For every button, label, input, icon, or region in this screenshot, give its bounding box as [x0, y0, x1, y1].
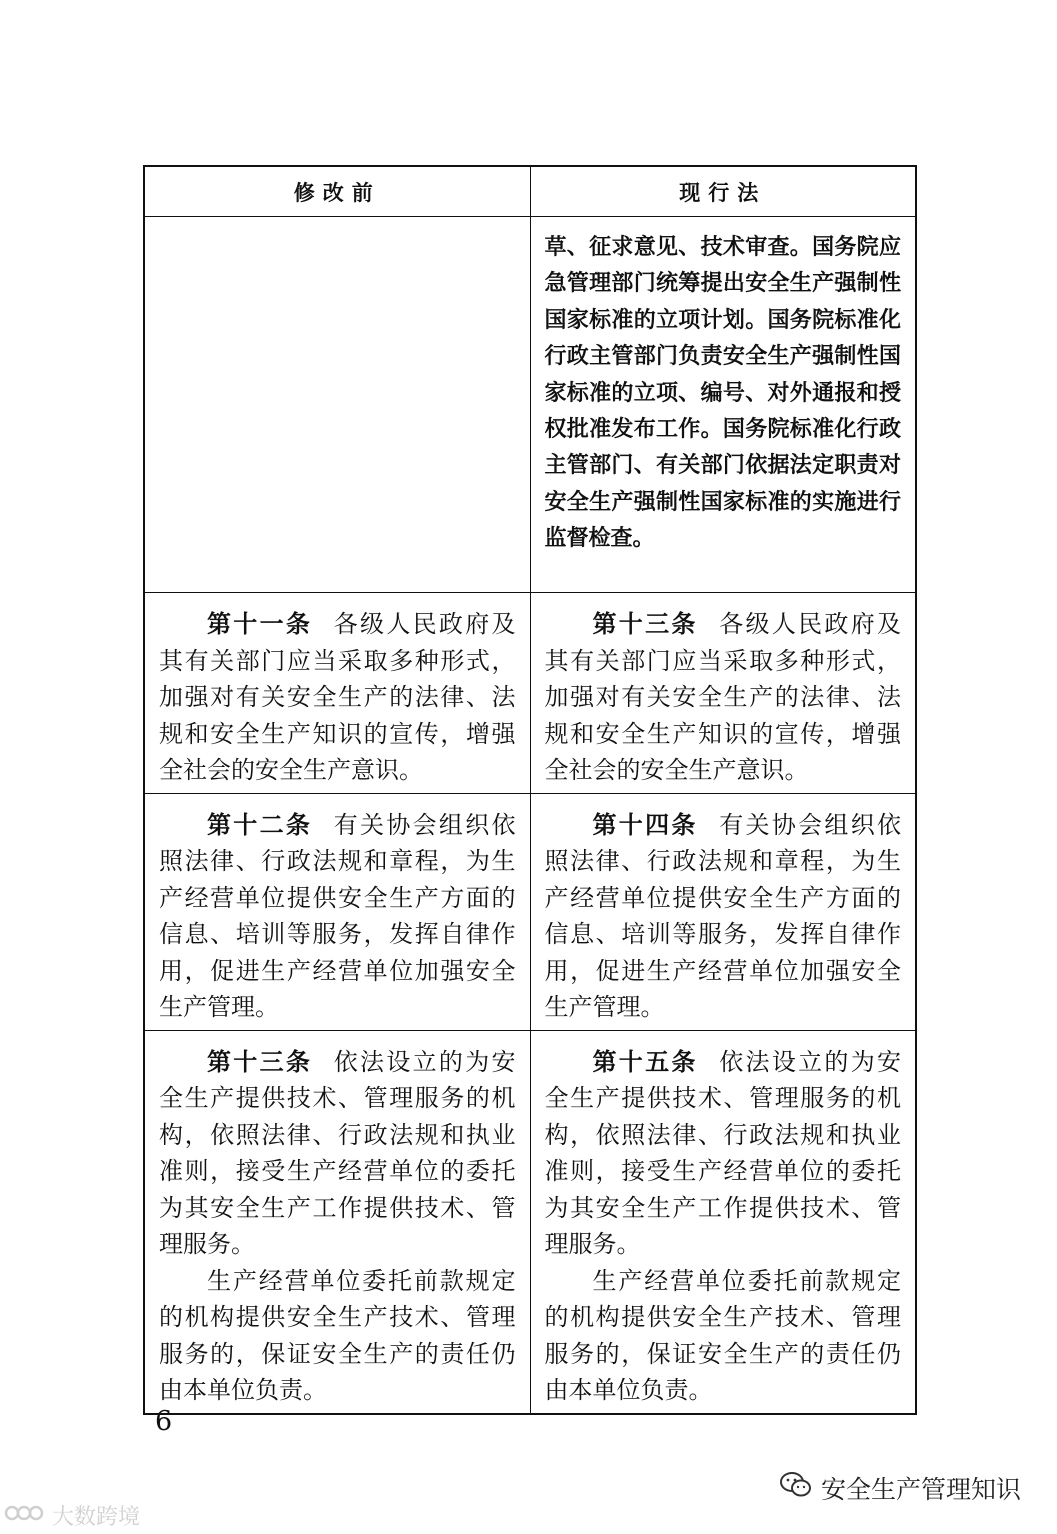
article-text: 有关协会组织依照法律、行政法规和章程，为生产经营单位提供安全生产方面的信息、培训等服务，发挥自律作用，促进生产经营单位加强安全生产管理。 — [544, 810, 902, 1021]
cell-before — [144, 1030, 530, 1414]
page-number: 6 — [155, 1406, 173, 1437]
cell-current — [530, 593, 916, 794]
header-current: 现行法 — [530, 166, 916, 217]
cell-before-empty — [144, 217, 530, 593]
paragraph — [159, 807, 516, 1026]
paragraph — [545, 606, 902, 789]
article-number: 第十四条 — [592, 810, 698, 839]
article-number: 第十三条 — [207, 1047, 313, 1076]
cell-before — [144, 793, 530, 1030]
watermark-account-name: 安全生产管理知识 — [820, 1475, 1021, 1504]
cell-current — [530, 1030, 916, 1414]
paragraph — [159, 1044, 516, 1263]
brand-logo-icon — [4, 1501, 48, 1531]
article-text: 依法设立的为安全生产提供技术、管理服务的机构，依照法律、行政法规和执业准则，接受生产经营单位的委托为其安全生产工作提供技术、管理服务。 — [544, 1047, 902, 1258]
paragraph — [545, 1044, 902, 1263]
article-number: 第十二条 — [207, 810, 313, 839]
cell-current-continued — [530, 217, 916, 593]
paragraph: 草、征求意见、技术审查。国务院应急管理部门统筹提出安全生产强制性国家标准的立项计划。国务院标准化行政主管部门负责安全生产强制性国家标准的立项、编号、对外通报和授权批准发布工作。国务院标准化行政主管部门、有关部门依据法定职责对安全生产强制性国家标准的实施进行监督检查。 — [544, 235, 901, 552]
article-number: 第十五条 — [592, 1047, 698, 1076]
header-before: 修改前 — [144, 166, 530, 217]
table-row — [144, 793, 916, 1030]
article-text: 有关协会组织依照法律、行政法规和章程，为生产经营单位提供安全生产方面的信息、培训等服务，发挥自律作用，促进生产经营单位加强安全生产管理。 — [159, 810, 516, 1021]
article-number: 第十三条 — [592, 610, 698, 638]
article-text: 依法设立的为安全生产提供技术、管理服务的机构，依照法律、行政法规和执业准则，接受生产经营单位的委托为其安全生产工作提供技术、管理服务。 — [159, 1047, 516, 1258]
article-number: 第十一条 — [207, 610, 313, 638]
watermark-right — [779, 1470, 1021, 1506]
cell-current — [530, 793, 916, 1030]
wechat-icon — [779, 1471, 813, 1505]
cell-before — [144, 593, 530, 794]
paragraph: 生产经营单位委托前款规定的机构提供安全生产技术、管理服务的，保证安全生产的责任仍由本单位负责。 — [544, 1266, 901, 1404]
table-row — [144, 593, 916, 794]
watermark-left — [4, 1500, 140, 1531]
table-row — [144, 217, 916, 593]
watermark-brand-name: 大数跨境 — [52, 1505, 141, 1530]
paragraph — [545, 807, 902, 1026]
comparison-table — [143, 165, 917, 1415]
paragraph — [159, 606, 516, 789]
table-header-row — [144, 166, 916, 217]
table-row — [144, 1030, 916, 1414]
article-text: 各级人民政府及其有关部门应当采取多种形式，加强对有关安全生产的法律、法规和安全生产知识的宣传，增强全社会的安全生产意识。 — [544, 610, 902, 784]
article-text: 各级人民政府及其有关部门应当采取多种形式，加强对有关安全生产的法律、法规和安全生产知识的宣传，增强全社会的安全生产意识。 — [159, 610, 516, 784]
paragraph: 生产经营单位委托前款规定的机构提供安全生产技术、管理服务的，保证安全生产的责任仍由本单位负责。 — [159, 1266, 516, 1404]
